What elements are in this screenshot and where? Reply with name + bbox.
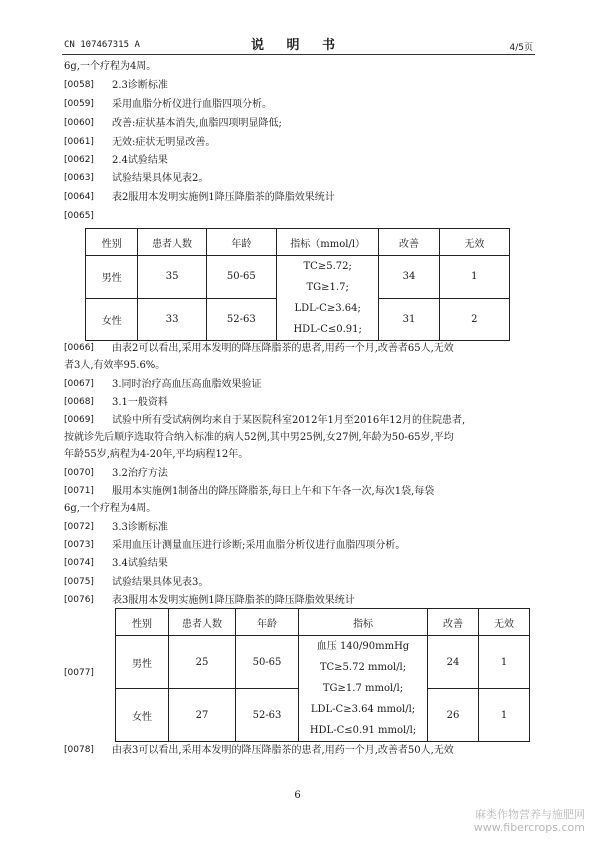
paragraph-number: [0073] (64, 540, 94, 550)
paragraph-number: [0075] (64, 577, 94, 587)
header-cell: 指标（mmol/l） (276, 229, 378, 256)
paragraph-text: 由表3可以看出,采用本发明的降压降脂茶的患者,用药一个月,改善者50人,无效 (112, 745, 454, 756)
page-counter: 4/5页 (509, 43, 533, 53)
cell-count: 35 (138, 256, 206, 299)
paragraph-number: [0063] (64, 173, 94, 183)
paragraph-number: [0066] (64, 343, 94, 353)
paragraph-number: [0059] (64, 99, 94, 109)
paragraph-number: [0061] (64, 137, 94, 147)
cell-improve: 26 (428, 689, 479, 742)
paragraph-number: [0064] (64, 192, 94, 202)
indicator-line: HDL-C≤0.91; (293, 324, 362, 335)
paragraph-text: 服用本实施例1制备出的降压降脂茶,每日上午和下午各一次,每次1袋,每袋 (112, 486, 435, 497)
indicator-line: TC≥5.72 mmol/l; (319, 662, 407, 673)
paragraph-number: [0069] (64, 415, 94, 425)
paragraph-text: 3.3诊断标准 (112, 522, 168, 533)
cell-sex: 男性 (86, 256, 138, 299)
paragraph-number: [0067] (64, 379, 94, 389)
header-divider (62, 54, 535, 55)
indicator-line: HDL-C≤0.91 mmol/l; (309, 725, 417, 736)
cell-sex: 女性 (86, 298, 138, 341)
paragraph-number: [0077] (64, 668, 94, 678)
paragraph-text: 2.3诊断标准 (112, 80, 168, 91)
watermark (474, 808, 585, 834)
page-number: 6 (294, 790, 301, 801)
paragraph-text: 者3人,有效率95.6%。 (64, 360, 166, 371)
header-cell: 性别 (116, 609, 169, 636)
paragraph-text: 试验结果具体见表2。 (112, 173, 209, 184)
cell-age: 50-65 (206, 256, 276, 299)
paragraph-text: 改善:症状基本消失,血脂四项明显降低; (112, 118, 282, 129)
page-title: 说 明 书 (250, 38, 345, 53)
header-cell: 无效 (439, 229, 509, 256)
paragraph-text: 6g,一个疗程为4周。 (64, 503, 157, 514)
table-header-row (86, 229, 510, 256)
cell-improve: 31 (379, 298, 439, 341)
header-cell: 患者人数 (138, 229, 206, 256)
cell-indicator (299, 636, 428, 742)
cell-improve: 34 (379, 256, 439, 299)
indicator-line: TG≥1.7 mmol/l; (322, 683, 404, 694)
paragraph-text: 表2服用本发明实施例1降压降脂茶的降脂效果统计 (112, 192, 335, 203)
paragraph-text: 采用血脂分析仪进行血脂四项分析。 (112, 99, 272, 110)
paragraph-text: 3.同时治疗高血压高血脂效果验证 (112, 379, 262, 390)
cell-improve: 24 (428, 636, 479, 689)
cell-none: 1 (479, 636, 530, 689)
paragraph-number: [0062] (64, 155, 94, 165)
paragraph-text: 无效:症状无明显改善。 (112, 137, 216, 148)
paragraph-text: 试验结果具体见表3。 (112, 577, 209, 588)
paragraph-number: [0074] (64, 558, 94, 568)
header-cell: 改善 (428, 609, 479, 636)
paragraph-text: 6g,一个疗程为4周。 (64, 61, 157, 72)
paragraph-number: [0065] (64, 211, 94, 221)
indicator-line: TC≥5.72; (303, 261, 352, 272)
header-cell: 性别 (86, 229, 138, 256)
paragraph-number: [0068] (64, 397, 94, 407)
cell-age: 52-63 (206, 298, 276, 341)
cell-count: 25 (169, 636, 236, 689)
header-cell: 指标 (299, 609, 428, 636)
paragraph-text: 3.2治疗方法 (112, 468, 168, 479)
paragraph-number: [0072] (64, 522, 94, 532)
paragraph-text: 年龄55岁,病程为4-20年,平均病程12年。 (64, 449, 249, 460)
cell-none: 1 (439, 256, 509, 299)
indicator-line: LDL-C≥3.64 mmol/l; (310, 704, 416, 715)
indicator-line: LDL-C≥3.64; (294, 303, 361, 314)
cell-none: 1 (479, 689, 530, 742)
header-cell: 无效 (479, 609, 530, 636)
paragraph-text: 2.4试验结果 (112, 155, 168, 166)
cell-none: 2 (439, 298, 509, 341)
paragraph-number: [0076] (64, 595, 94, 605)
cell-count: 33 (138, 298, 206, 341)
table-2 (85, 228, 510, 341)
paragraph-text: 3.4试验结果 (112, 558, 168, 569)
paragraph-text: 由表2可以看出,采用本发明的降压降脂茶的患者,用药一个月,改善者65人,无效 (112, 343, 454, 354)
header-cell: 患者人数 (169, 609, 236, 636)
paragraph-number: [0060] (64, 118, 94, 128)
cell-age: 50-65 (236, 636, 299, 689)
watermark-line: www.fibercrops.com (473, 821, 585, 834)
header-cell: 年龄 (236, 609, 299, 636)
paragraph-number: [0058] (64, 80, 94, 90)
cell-indicator (276, 256, 378, 341)
paragraph-number: [0071] (64, 486, 94, 496)
paragraph-number: [0078] (64, 745, 94, 755)
indicator-line: 血压 140/90mmHg (316, 641, 410, 652)
indicator-line: TG≥1.7; (306, 282, 349, 293)
paragraph-text: 按就诊先后顺序选取符合纳入标准的病人52例,其中男25例,女27例,年龄为50-65岁,平均 (64, 432, 454, 443)
paragraph-text: 3.1一般资料 (112, 397, 168, 408)
cell-sex: 女性 (116, 689, 169, 742)
paragraph-text: 表3服用本发明实施例1降压降脂茶的降压降脂效果统计 (112, 595, 355, 606)
table-3 (115, 608, 530, 742)
table-row (116, 636, 530, 689)
header-cell: 年龄 (206, 229, 276, 256)
watermark-line: 麻类作物营养与施肥网 (475, 808, 585, 821)
table-row (86, 256, 510, 299)
paragraph-number: [0070] (64, 468, 94, 478)
cell-sex: 男性 (116, 636, 169, 689)
table-header-row (116, 609, 530, 636)
header-cell: 改善 (379, 229, 439, 256)
patent-number: CN 107467315 A (64, 40, 140, 50)
cell-age: 52-63 (236, 689, 299, 742)
cell-count: 27 (169, 689, 236, 742)
paragraph-text: 采用血压计测量血压进行诊断;采用血脂分析仪进行血脂四项分析。 (112, 540, 406, 551)
paragraph-text: 试验中所有受试病例均来自于某医院科室2012年1月至2016年12月的住院患者, (112, 415, 466, 426)
